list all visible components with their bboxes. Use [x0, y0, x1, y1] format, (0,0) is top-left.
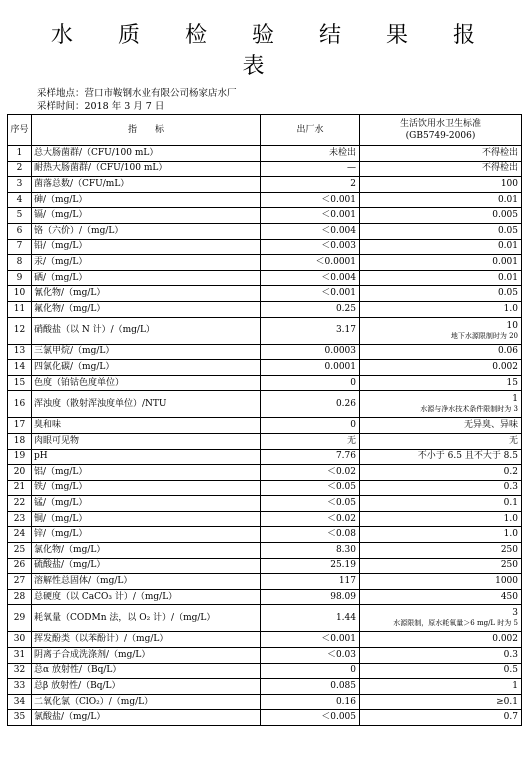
- row-standard: [360, 558, 522, 574]
- table-row: [8, 605, 522, 632]
- sampling-location: 采样地点：营口市鞍钢水业有限公司杨家店水厂: [37, 88, 237, 99]
- row-item: 砷/（mg/L）: [32, 192, 261, 208]
- table-row: [8, 465, 522, 481]
- row-no: 21: [8, 480, 32, 496]
- row-standard-value: 无: [508, 435, 518, 446]
- row-no: 20: [8, 465, 32, 481]
- row-item: 菌落总数/（CFU/mL）: [32, 177, 261, 193]
- table-header-row: [8, 115, 522, 146]
- row-item: 挥发酚类（以苯酚计）/（mg/L）: [32, 632, 261, 648]
- table-row: [8, 543, 522, 559]
- row-item: 铬（六价）/（mg/L）: [32, 223, 261, 239]
- table-row: [8, 161, 522, 177]
- row-standard: [360, 511, 522, 527]
- row-standard: [360, 710, 522, 726]
- header-standard-code: (GB5749-2006): [405, 131, 476, 141]
- row-standard-value: 0.1: [503, 498, 518, 509]
- row-item: 硫酸盐/（mg/L）: [32, 558, 261, 574]
- table-row: [8, 480, 522, 496]
- row-standard: [360, 632, 522, 648]
- table-row: [8, 558, 522, 574]
- row-standard-value: 0.002: [492, 634, 518, 645]
- row-item: 铝/（mg/L）: [32, 465, 261, 481]
- row-outlet-value: ＜0.004: [261, 270, 360, 286]
- row-no: 8: [8, 255, 32, 271]
- row-standard-value: 0.3: [503, 482, 518, 493]
- table-row: [8, 146, 522, 162]
- row-no: 16: [8, 391, 32, 418]
- row-no: 19: [8, 449, 32, 465]
- header-standard-name: 生活饮用水卫生标准: [399, 119, 481, 129]
- row-standard-note: 水源与净水技术条件限制时为 3: [420, 405, 518, 414]
- row-standard-value: 100: [500, 178, 518, 189]
- table-row: [8, 511, 522, 527]
- row-outlet-value: 2: [261, 177, 360, 193]
- row-standard: [360, 317, 522, 344]
- results-table: [7, 114, 522, 726]
- table-row: [8, 344, 522, 360]
- row-outlet-value: 无: [261, 433, 360, 449]
- row-item: 氟化物/（mg/L）: [32, 301, 261, 317]
- row-standard-note: 地下水源限制时为 20: [450, 331, 518, 340]
- row-item: 阴离子合成洗涤剂/（mg/L）: [32, 648, 261, 664]
- row-item: 汞/（mg/L）: [32, 255, 261, 271]
- row-standard-value: 250: [500, 544, 518, 555]
- row-standard-value: 1.0: [503, 529, 518, 540]
- row-item: 总α 放射性/（Bq/L）: [32, 663, 261, 679]
- row-standard-value: 1.0: [503, 303, 518, 314]
- row-item: 浑浊度（散射浑浊度单位）/NTU: [32, 391, 261, 418]
- table-row: [8, 694, 522, 710]
- row-item: 氰化物/（mg/L）: [32, 286, 261, 302]
- table-row: [8, 375, 522, 391]
- row-outlet-value: 0.085: [261, 679, 360, 695]
- row-standard: [360, 286, 522, 302]
- row-no: 25: [8, 543, 32, 559]
- table-row: [8, 663, 522, 679]
- header-standard: [360, 115, 522, 146]
- row-standard: [360, 301, 522, 317]
- row-standard-value: 1.0: [503, 513, 518, 524]
- row-item: 色度（铂钴色度单位）: [32, 375, 261, 391]
- row-outlet-value: 7.76: [261, 449, 360, 465]
- row-outlet-value: 未检出: [261, 146, 360, 162]
- row-standard-value: 1: [512, 681, 518, 692]
- table-body: [8, 146, 522, 726]
- row-standard-value: ≥0.1: [496, 696, 518, 707]
- row-outlet-value: ＜0.003: [261, 239, 360, 255]
- row-standard-note: 水源限制，原水耗氧量＞6 mg/L 时为 5: [393, 619, 518, 628]
- row-standard-value: 0.01: [497, 241, 518, 252]
- table-row: [8, 574, 522, 590]
- row-item: 总硬度（以 CaCO₃ 计）/（mg/L）: [32, 589, 261, 605]
- row-outlet-value: 25.19: [261, 558, 360, 574]
- row-item: 铅/（mg/L）: [32, 239, 261, 255]
- row-item: 臭和味: [32, 418, 261, 434]
- row-item: 耐热大肠菌群/（CFU/100 mL）: [32, 161, 261, 177]
- row-no: 11: [8, 301, 32, 317]
- row-standard: [360, 270, 522, 286]
- row-outlet-value: ＜0.0001: [261, 255, 360, 271]
- row-outlet-value: 0.26: [261, 391, 360, 418]
- row-standard-value: 0.05: [497, 225, 518, 236]
- row-item: 铜/（mg/L）: [32, 511, 261, 527]
- row-item: pH: [32, 449, 261, 465]
- table-row: [8, 648, 522, 664]
- row-standard: [360, 255, 522, 271]
- row-item: 氯酸盐/（mg/L）: [32, 710, 261, 726]
- row-outlet-value: 98.09: [261, 589, 360, 605]
- row-outlet-value: —: [261, 161, 360, 177]
- row-outlet-value: ＜0.004: [261, 223, 360, 239]
- row-outlet-value: 3.17: [261, 317, 360, 344]
- row-standard: [360, 208, 522, 224]
- table-row: [8, 208, 522, 224]
- table-row: [8, 632, 522, 648]
- row-item: 锌/（mg/L）: [32, 527, 261, 543]
- row-no: 4: [8, 192, 32, 208]
- header-item: 指 标: [32, 115, 261, 146]
- row-standard-value: 10: [506, 320, 518, 331]
- table-row: [8, 527, 522, 543]
- row-no: 31: [8, 648, 32, 664]
- table-row: [8, 239, 522, 255]
- row-no: 9: [8, 270, 32, 286]
- row-no: 6: [8, 223, 32, 239]
- row-item: 总β 放射性/（Bq/L）: [32, 679, 261, 695]
- row-standard: [360, 496, 522, 512]
- row-standard: [360, 694, 522, 710]
- row-outlet-value: ＜0.02: [261, 465, 360, 481]
- table-row: [8, 433, 522, 449]
- row-item: 三氯甲烷/（mg/L）: [32, 344, 261, 360]
- row-no: 24: [8, 527, 32, 543]
- row-no: 29: [8, 605, 32, 632]
- row-item: 硒/（mg/L）: [32, 270, 261, 286]
- table-row: [8, 301, 522, 317]
- row-outlet-value: 0.16: [261, 694, 360, 710]
- row-standard-value: 0.06: [497, 346, 518, 357]
- row-no: 28: [8, 589, 32, 605]
- row-outlet-value: 0: [261, 663, 360, 679]
- header-outlet: 出厂水: [261, 115, 360, 146]
- row-standard-value: 0.002: [492, 361, 518, 372]
- row-item: 肉眼可见物: [32, 433, 261, 449]
- row-no: 3: [8, 177, 32, 193]
- row-outlet-value: ＜0.08: [261, 527, 360, 543]
- row-standard: [360, 161, 522, 177]
- row-standard: [360, 543, 522, 559]
- row-item: 总大肠菌群/（CFU/100 mL）: [32, 146, 261, 162]
- table-row: [8, 449, 522, 465]
- row-no: 7: [8, 239, 32, 255]
- row-outlet-value: ＜0.005: [261, 710, 360, 726]
- row-standard: [360, 360, 522, 376]
- table-row: [8, 391, 522, 418]
- row-outlet-value: ＜0.001: [261, 208, 360, 224]
- row-standard-value: 0.7: [503, 712, 518, 723]
- row-no: 2: [8, 161, 32, 177]
- row-outlet-value: ＜0.001: [261, 632, 360, 648]
- row-outlet-value: ＜0.05: [261, 480, 360, 496]
- row-standard-value: 无异臭、异味: [463, 420, 518, 431]
- row-no: 23: [8, 511, 32, 527]
- row-standard: [360, 527, 522, 543]
- row-standard: [360, 648, 522, 664]
- row-outlet-value: ＜0.02: [261, 511, 360, 527]
- row-standard-value: 0.01: [497, 272, 518, 283]
- row-standard: [360, 605, 522, 632]
- row-outlet-value: ＜0.05: [261, 496, 360, 512]
- table-row: [8, 496, 522, 512]
- row-outlet-value: 0.25: [261, 301, 360, 317]
- row-standard: [360, 449, 522, 465]
- row-standard: [360, 679, 522, 695]
- row-standard: [360, 574, 522, 590]
- row-item: 二氧化氯（ClO₂）/（mg/L）: [32, 694, 261, 710]
- row-standard: [360, 223, 522, 239]
- row-outlet-value: ＜0.001: [261, 192, 360, 208]
- row-standard-value: 不得检出: [481, 147, 518, 158]
- row-outlet-value: 1.44: [261, 605, 360, 632]
- table-row: [8, 317, 522, 344]
- row-no: 15: [8, 375, 32, 391]
- row-no: 12: [8, 317, 32, 344]
- row-standard-value: 0.05: [497, 288, 518, 299]
- row-standard-value: 0.5: [503, 665, 518, 676]
- row-no: 14: [8, 360, 32, 376]
- row-outlet-value: 0: [261, 375, 360, 391]
- row-standard: [360, 344, 522, 360]
- row-standard: [360, 239, 522, 255]
- row-outlet-value: ＜0.03: [261, 648, 360, 664]
- row-no: 5: [8, 208, 32, 224]
- row-standard-value: 0.01: [497, 194, 518, 205]
- row-item: 耗氧量（CODMn 法，以 O₂ 计）/（mg/L）: [32, 605, 261, 632]
- row-no: 26: [8, 558, 32, 574]
- row-standard-value: 0.001: [492, 256, 518, 267]
- row-outlet-value: 0.0001: [261, 360, 360, 376]
- row-no: 27: [8, 574, 32, 590]
- row-outlet-value: ＜0.001: [261, 286, 360, 302]
- row-standard-value: 450: [500, 591, 518, 602]
- row-item: 硝酸盐（以 N 计）/（mg/L）: [32, 317, 261, 344]
- row-standard-value: 250: [500, 560, 518, 571]
- row-standard-value: 0.005: [492, 210, 518, 221]
- row-outlet-value: 117: [261, 574, 360, 590]
- row-no: 35: [8, 710, 32, 726]
- row-standard: [360, 589, 522, 605]
- row-outlet-value: 8.30: [261, 543, 360, 559]
- row-no: 30: [8, 632, 32, 648]
- header-no: 序号: [8, 115, 32, 146]
- row-item: 四氯化碳/（mg/L）: [32, 360, 261, 376]
- table-row: [8, 679, 522, 695]
- row-outlet-value: 0: [261, 418, 360, 434]
- row-standard: [360, 146, 522, 162]
- row-item: 溶解性总固体/（mg/L）: [32, 574, 261, 590]
- table-row: [8, 360, 522, 376]
- table-row: [8, 418, 522, 434]
- row-standard-value: 1: [512, 394, 518, 405]
- table-row: [8, 192, 522, 208]
- table-row: [8, 589, 522, 605]
- row-standard: [360, 375, 522, 391]
- row-no: 1: [8, 146, 32, 162]
- table-row: [8, 710, 522, 726]
- row-standard-value: 0.2: [503, 466, 518, 477]
- row-no: 33: [8, 679, 32, 695]
- row-standard-value: 不小于 6.5 且不大于 8.5: [417, 451, 518, 462]
- row-standard: [360, 465, 522, 481]
- row-no: 34: [8, 694, 32, 710]
- table-row: [8, 177, 522, 193]
- row-no: 10: [8, 286, 32, 302]
- row-no: 17: [8, 418, 32, 434]
- row-standard-value: 15: [506, 377, 518, 388]
- table-row: [8, 255, 522, 271]
- row-item: 氯化物/（mg/L）: [32, 543, 261, 559]
- table-row: [8, 223, 522, 239]
- row-standard: [360, 418, 522, 434]
- table-row: [8, 286, 522, 302]
- row-standard-value: 3: [512, 608, 518, 619]
- row-standard-value: 不得检出: [481, 163, 518, 174]
- row-item: 锰/（mg/L）: [32, 496, 261, 512]
- row-no: 18: [8, 433, 32, 449]
- sampling-time: 采样时间：2018 年 3 月 7 日: [37, 101, 165, 112]
- row-standard: [360, 663, 522, 679]
- row-standard: [360, 192, 522, 208]
- row-no: 13: [8, 344, 32, 360]
- report-title: 水 质 检 验 结 果 报 表: [51, 23, 494, 79]
- row-outlet-value: 0.0003: [261, 344, 360, 360]
- row-standard: [360, 433, 522, 449]
- row-item: 镉/（mg/L）: [32, 208, 261, 224]
- row-standard: [360, 480, 522, 496]
- table-row: [8, 270, 522, 286]
- row-item: 铁/（mg/L）: [32, 480, 261, 496]
- row-standard-value: 1000: [495, 576, 518, 587]
- row-standard: [360, 177, 522, 193]
- row-no: 32: [8, 663, 32, 679]
- row-standard-value: 0.3: [503, 649, 518, 660]
- row-standard: [360, 391, 522, 418]
- row-no: 22: [8, 496, 32, 512]
